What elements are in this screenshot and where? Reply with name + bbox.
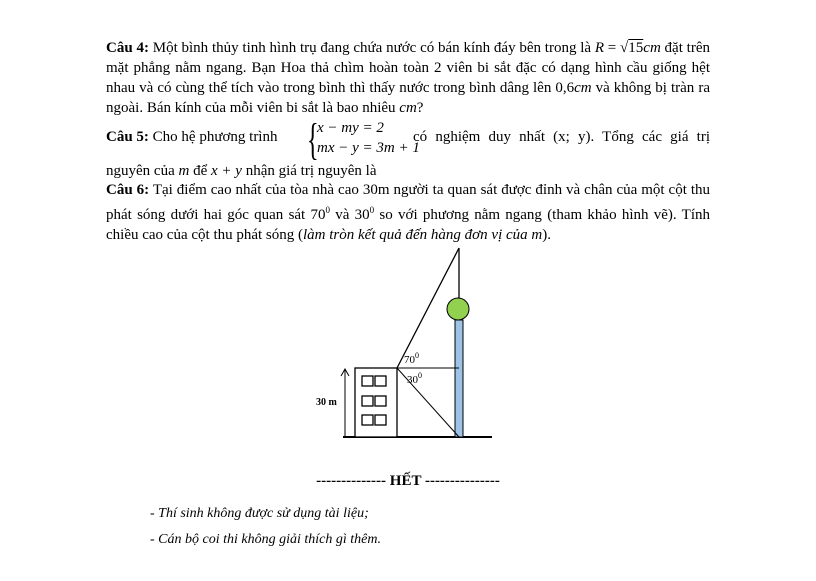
- q6-text3: so với phương nằm ngang (tham khảo hình vẽ). Tính chiều cao của cột thu phát sóng (: [106, 207, 710, 243]
- q5-label: Câu 5:: [106, 129, 149, 145]
- q6-text2: và 30: [330, 207, 370, 223]
- q4-text3-end: ?: [416, 100, 424, 116]
- sqrt-symbol: √: [620, 40, 629, 56]
- question-6: [106, 180, 710, 245]
- q4-r-symbol: R: [594, 40, 605, 56]
- tower-figure: [300, 240, 500, 445]
- end-marker: -------------- HẾT ---------------: [316, 473, 500, 489]
- q6-deg1: 0: [325, 205, 330, 215]
- q5-text3c: nhận giá trị nguyên là: [241, 163, 377, 179]
- q5-text2: có nghiệm duy nhất (x; y). Tổng các giá trị: [413, 129, 710, 145]
- q4-r-unit: cm: [643, 40, 661, 56]
- q5-equation-1: x − my = 2: [317, 120, 384, 136]
- footer-note-1: - Thí sinh không được sử dụng tài liệu;: [150, 506, 369, 521]
- q5-text3a: nguyên của: [106, 163, 179, 179]
- q6-text4: ).: [542, 227, 551, 243]
- q6-text1: Tại điểm cao nhất của tòa nhà cao 30m người ta quan sát được đỉnh và chân của một cột thu phát sóng dưới hai góc quan sát 70: [106, 182, 710, 223]
- question-5: [106, 115, 710, 164]
- q4-text3-unit: cm: [399, 100, 417, 116]
- q5-intro: [106, 129, 277, 146]
- q5-text1: Cho hệ phương trình: [148, 129, 278, 145]
- tower-ball: [447, 298, 469, 320]
- system-brace: {: [307, 115, 319, 164]
- q5-equation-2: mx − y = 3m + 1: [317, 140, 420, 156]
- question-5-continued: [106, 161, 710, 181]
- q5-expr: x + y: [211, 163, 242, 179]
- q4-label: Câu 4:: [106, 40, 149, 56]
- q6-label: Câu 6:: [106, 182, 150, 198]
- q4-radicand: 15: [628, 40, 644, 56]
- height-label: 30 m: [316, 397, 337, 408]
- question-4: [106, 38, 710, 118]
- q6-italic: làm tròn kết quả đến hàng đơn vị của m: [303, 227, 543, 243]
- q4-text3: và không bị tràn ra ngoài. Bán kính của mỗi viên bi sắt là bao nhiêu: [106, 80, 710, 116]
- q6-deg2: 0: [369, 205, 375, 215]
- q4-text2-unit: cm: [574, 80, 592, 96]
- tower-pole: [455, 320, 463, 437]
- angle-30-label: $30^0$: [407, 371, 422, 386]
- q4-text1: Một bình thủy tinh hình trụ đang chứa nước có bán kính đáy bên trong là: [148, 40, 595, 56]
- q5-m: m: [178, 163, 190, 179]
- footer-note-2: - Cán bộ coi thi không giải thích gì thêm.: [150, 532, 381, 547]
- q5-text3b: để: [189, 163, 211, 179]
- angle-70-label: $70^0$: [404, 351, 419, 366]
- q4-r-eq: =: [604, 40, 621, 56]
- q4-text2: đặt trên mặt phẳng nằm ngang. Bạn Hoa thả chìm hoàn toàn 2 viên bi sắt đặc có dạng hình cầu giống hệt nhau và có cùng thể tích vào trong bình thì thấy nước trong bình dâng lên 0,6: [106, 40, 710, 96]
